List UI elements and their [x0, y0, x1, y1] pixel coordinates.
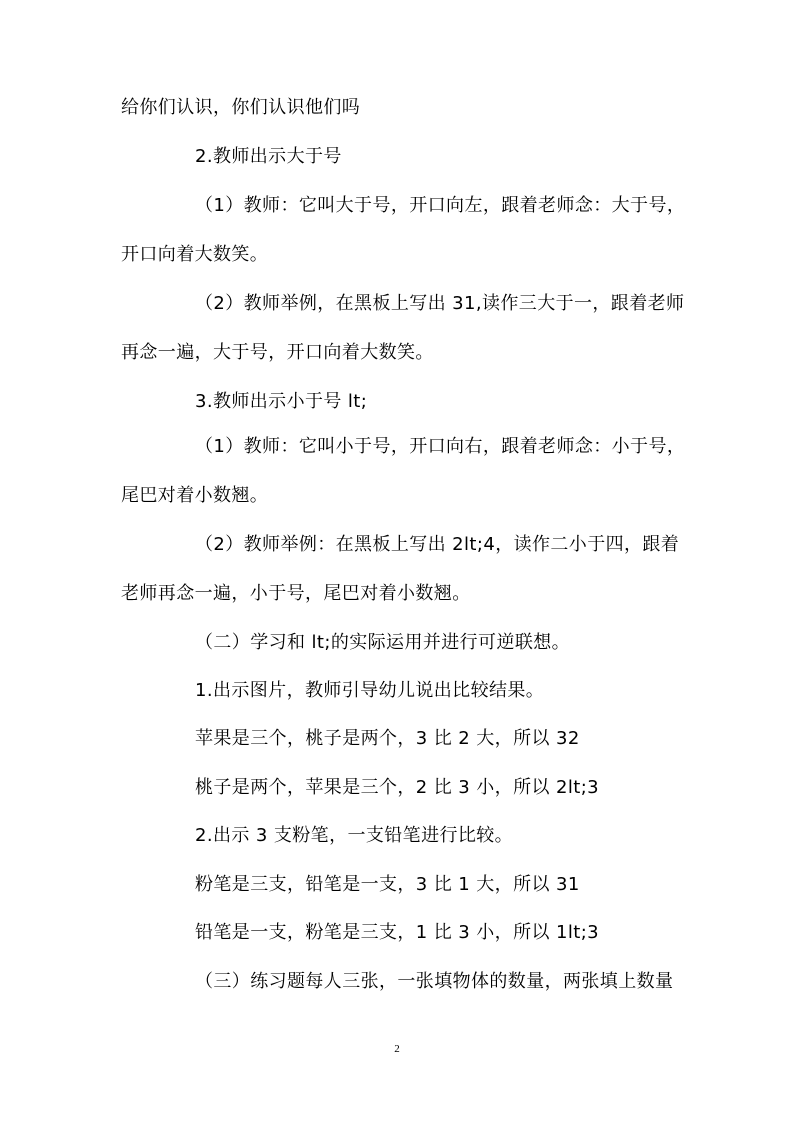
text-line: 2.出示 3 支粉笔，一支铅笔进行比较。	[195, 825, 514, 846]
text-line: 再念一遍，大于号，开口向着大数笑。	[121, 342, 434, 363]
text-line: 桃子是两个，苹果是三个，2 比 3 小，所以 2lt;3	[195, 777, 600, 798]
text-line: （三）练习题每人三张，一张填物体的数量，两张填上数量	[195, 971, 674, 992]
text-line: 尾巴对着小数翘。	[121, 485, 269, 506]
text-line: 苹果是三个，桃子是两个，3 比 2 大，所以 32	[195, 728, 580, 749]
text-line: 2.教师出示大于号	[195, 146, 342, 167]
text-line: 3.教师出示小于号 lt;	[195, 391, 368, 412]
text-line: 1.出示图片，教师引导幼儿说出比较结果。	[195, 680, 545, 701]
text-line: （1）教师：它叫小于号，开口向右，跟着老师念：小于号，	[195, 436, 686, 457]
text-line: 铅笔是一支，粉笔是三支，1 比 3 小，所以 1lt;3	[195, 922, 600, 943]
text-line: 给你们认识，你们认识他们吗	[121, 97, 361, 118]
text-line: 开口向着大数笑。	[121, 244, 269, 265]
text-line: （2）教师举例，在黑板上写出 31,读作三大于一，跟着老师	[195, 293, 685, 314]
text-line: （2）教师举例：在黑板上写出 2lt;4，读作二小于四，跟着	[195, 534, 680, 555]
text-line: （二）学习和 lt;的实际运用并进行可逆联想。	[195, 632, 571, 653]
text-line: （1）教师：它叫大于号，开口向左，跟着老师念：大于号，	[195, 195, 686, 216]
text-line: 老师再念一遍，小于号，尾巴对着小数翘。	[121, 583, 471, 604]
text-line: 粉笔是三支，铅笔是一支，3 比 1 大，所以 31	[195, 874, 580, 895]
page-number: 2	[394, 1043, 400, 1055]
